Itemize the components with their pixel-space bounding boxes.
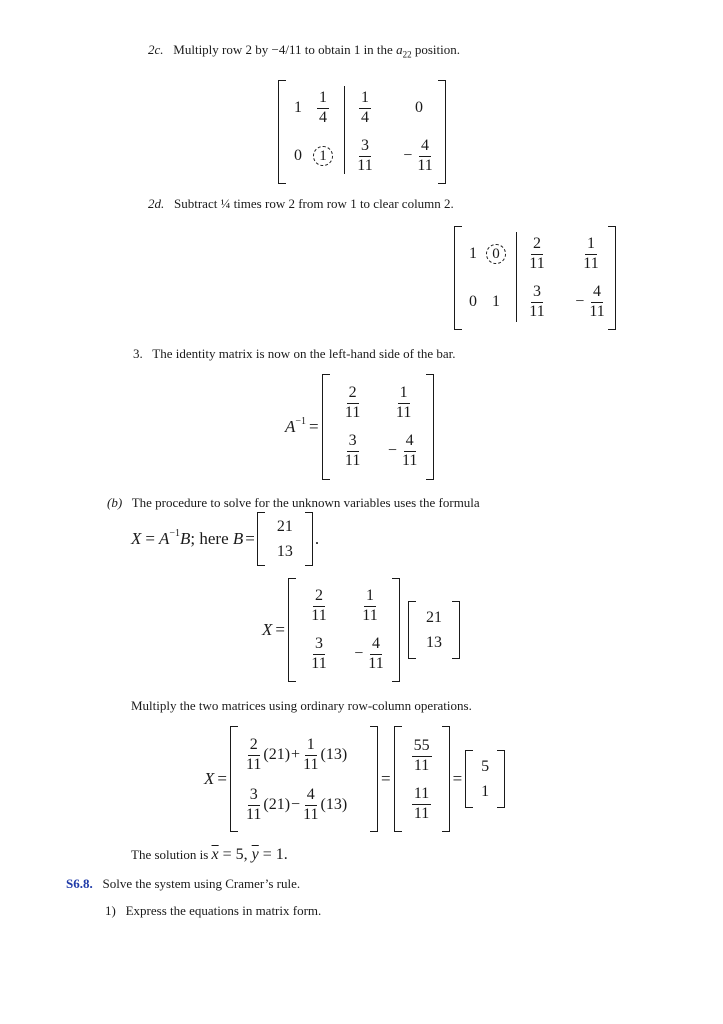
- cell: 0: [294, 147, 302, 164]
- fraction: $\frac{1}{11}$: [362, 586, 378, 624]
- step-label: 2c.: [148, 42, 164, 57]
- pivot-circle: 1: [313, 146, 333, 166]
- negative-fraction: − $\frac{4}{11}$: [403, 136, 433, 174]
- negative-fraction: − $\frac{4}{11}$: [354, 634, 384, 672]
- inverse-matrix: [322, 374, 434, 480]
- fraction: $\frac{11}{11}$: [413, 784, 430, 822]
- multiply-text: Multiply the two matrices using ordinary row-column operations.: [131, 698, 472, 713]
- fraction: $\frac{3}{11}$: [344, 431, 361, 469]
- equals: =: [309, 417, 319, 436]
- equals: =: [217, 769, 227, 788]
- period: .: [314, 529, 320, 548]
- cell: 21: [276, 517, 293, 535]
- left-bracket: [408, 601, 416, 659]
- y-value: = 1.: [258, 846, 288, 863]
- equals: =: [145, 529, 155, 548]
- var-a: a: [396, 42, 403, 57]
- here-text: ; here: [190, 529, 229, 548]
- cell: 5: [481, 757, 490, 775]
- step-label: 1): [105, 903, 116, 918]
- result-fraction-matrix: [394, 726, 450, 832]
- fraction: $\frac{3}{11}$: [529, 282, 545, 320]
- step-text: Subtract ¼ times row 2 from row 1 to clear column 2.: [174, 196, 454, 211]
- cell: 1: [294, 99, 302, 116]
- part-text: The procedure to solve for the unknown variables uses the formula: [131, 495, 480, 510]
- step-1-text: [105, 903, 321, 919]
- var-b2: B: [232, 529, 244, 548]
- fraction: $\frac{1}{11}$: [395, 383, 412, 421]
- step-text: Express the equations in matrix form.: [125, 903, 322, 918]
- var-x: X: [262, 620, 273, 639]
- equals: =: [452, 769, 463, 788]
- step-2d-text: [148, 196, 454, 212]
- step-label: 2d.: [148, 196, 165, 211]
- fraction: $\frac{2}{11}$: [344, 383, 361, 421]
- solution-text: [131, 846, 288, 864]
- b-vector: [408, 601, 460, 659]
- var-b: B: [180, 529, 191, 548]
- s68-heading: [66, 876, 300, 892]
- inverse-matrix: [288, 578, 400, 682]
- cell: 13: [425, 633, 442, 651]
- fraction: $\frac{2}{11}$: [529, 234, 545, 272]
- part-b-text: [107, 495, 480, 511]
- cell: 21: [425, 608, 442, 626]
- right-bracket: [305, 512, 313, 566]
- left-bracket: [394, 726, 402, 832]
- s68-text: Solve the system using Cramer’s rule.: [102, 876, 301, 891]
- step-3-text: [133, 346, 456, 362]
- x-equation: [262, 578, 460, 682]
- left-bracket: [322, 374, 330, 480]
- matrix-2c: [278, 80, 446, 184]
- cell: 1: [481, 782, 490, 800]
- matrix-2d: [454, 226, 616, 330]
- lhs-sup: −1: [295, 415, 307, 427]
- negative-fraction: − $\frac{4}{11}$: [575, 282, 605, 320]
- step-text: Multiply row 2 by −4/11 to obtain 1 in the: [173, 42, 397, 57]
- cell: 13: [276, 542, 293, 560]
- lhs-var: A: [285, 417, 296, 436]
- fraction: $\frac{1}{11}$: [583, 234, 599, 272]
- x-value: = 5,: [218, 846, 252, 863]
- step-text: The identity matrix is now on the left-hand side of the bar.: [152, 346, 456, 361]
- fraction: $\frac{1}{4}$: [319, 88, 327, 126]
- equals: =: [245, 529, 255, 548]
- fraction: $\frac{3}{11}$: [311, 634, 327, 672]
- step-2c-text: [148, 42, 460, 60]
- b-vector: [257, 512, 313, 566]
- equals: =: [275, 620, 285, 639]
- cell: 0: [469, 293, 477, 310]
- negative-fraction: − $\frac{4}{11}$: [387, 431, 418, 469]
- fraction: $\frac{2}{11}$: [311, 586, 327, 624]
- left-bracket: [257, 512, 265, 566]
- right-bracket: [370, 726, 378, 832]
- fraction: $\frac{55}{11}$: [413, 736, 430, 774]
- cell: 1: [469, 245, 477, 262]
- inverse-equation: [285, 374, 434, 480]
- var-sup: −1: [169, 527, 181, 539]
- y-bar: $\overline{y}$: [251, 846, 259, 863]
- formula: [131, 512, 319, 566]
- left-bracket: [278, 80, 286, 184]
- fraction: $\frac{1}{4}$: [361, 88, 369, 126]
- fraction: $\frac{3}{11}$: [357, 136, 373, 174]
- cell: 0: [415, 99, 423, 116]
- right-bracket: [442, 726, 450, 832]
- right-bracket: [497, 750, 505, 808]
- left-bracket: [465, 750, 473, 808]
- product-matrix: [230, 726, 378, 832]
- left-bracket: [230, 726, 238, 832]
- x-bar: $\overline{x}$: [211, 846, 219, 863]
- var-x: X: [204, 769, 215, 788]
- var-a: A: [158, 529, 170, 548]
- solution-label: The solution is: [131, 847, 212, 862]
- pivot-circle: 0: [486, 244, 506, 264]
- var-x: X: [131, 529, 142, 548]
- var-sub: 22: [402, 49, 412, 60]
- product-row: $\frac{3}{11}$ (21) − $\frac{4}{11}$ (13): [245, 785, 348, 823]
- s68-label: S6.8.: [66, 876, 93, 891]
- left-bracket: [454, 226, 462, 330]
- product-row: $\frac{2}{11}$ (21) + $\frac{1}{11}$ (13): [245, 735, 348, 773]
- step-text-after: position.: [411, 42, 460, 57]
- result-vector: [465, 750, 505, 808]
- product-equation: [204, 726, 505, 832]
- right-bracket: [452, 601, 460, 659]
- equals: =: [380, 769, 391, 788]
- left-bracket: [288, 578, 296, 682]
- cell: 1: [492, 293, 500, 310]
- step-label: 3.: [133, 346, 143, 361]
- part-label: (b): [107, 495, 123, 510]
